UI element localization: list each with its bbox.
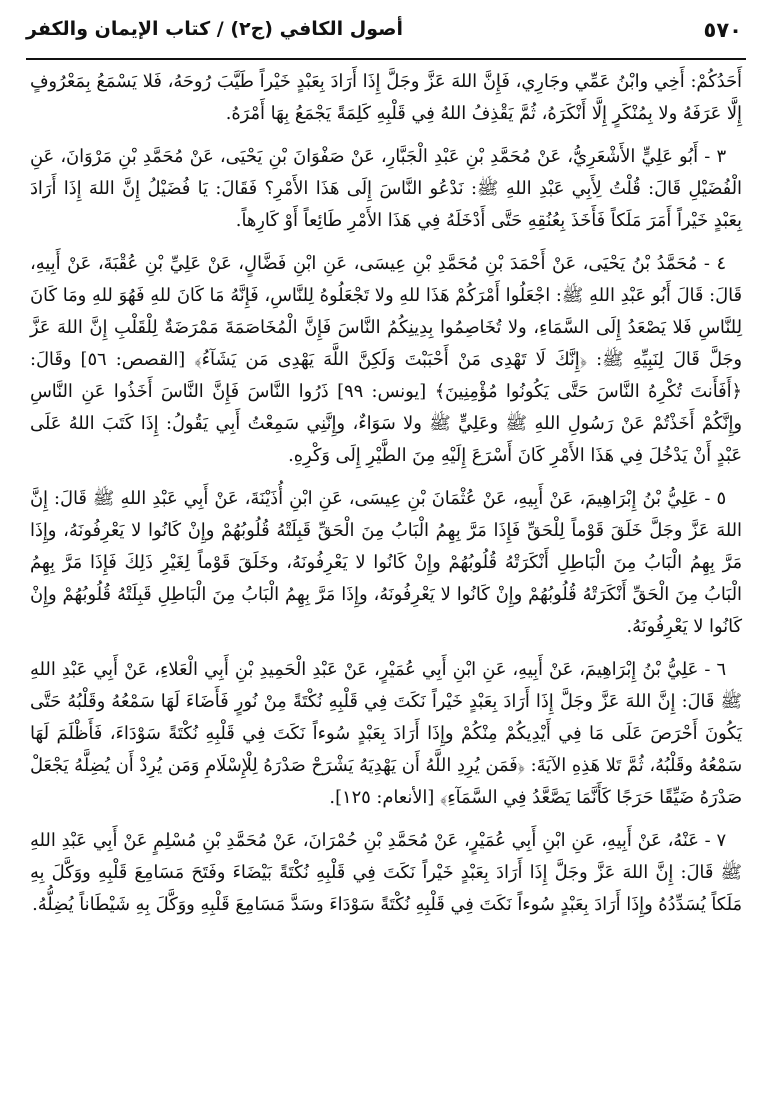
hadith-3: ٣ - أَبُو عَلِيٍّ الأَشْعَرِيُّ، عَنْ مُحَمَّدِ بْنِ عَبْدِ الْجَبَّارِ، عَنْ صَفْوَانَ بْنِ يَحْيَى، عَنْ مُحَمَّدِ بْنِ مَرْوَانَ، عَنِ الْفُضَيْلِ قَالَ: قُلْتُ لِأَبِي عَبْدِ اللهِ ﷺ: نَدْعُو النَّاسَ إِلَى هَذَا الأَمْرِ؟ فَقَالَ: يَا فُضَيْلُ إِنَّ اللهَ إِذَا أَرَادَ بِعَبْدٍ خَيْراً أَمَرَ مَلَكاً فَأَخَذَ بِعُنُقِهِ حَتَّى أَدْخَلَهُ فِي هَذَا الأَمْرِ طَائِعاً أَوْ كَارِهاً. bbox=[30, 146, 742, 231]
hadith-6: ٦ - عَلِيُّ بْنُ إِبْرَاهِيمَ، عَنْ أَبِيهِ، عَنِ ابْنِ أَبِي عُمَيْرٍ، عَنْ عَبْدِ الْحَمِيدِ بْنِ أَبِي الْعَلاءِ، عَنْ أَبِي عَبْدِ اللهِ ﷺ قَالَ: إِنَّ اللهَ عَزَّ وجَلَّ إِذَا أَرَادَ بِعَبْدٍ خَيْراً نَكَتَ فِي قَلْبِهِ نُكْتَةً مِنْ نُورٍ فَأَضَاءَ لَهَا سَمْعُهُ وقَلْبُهُ حَتَّى يَكُونَ أَحْرَصَ عَلَى مَا فِي أَيْدِيكُمْ مِنْكُمْ وإِذَا أَرَادَ بِعَبْدٍ سُوءاً نَكَتَ فِي قَلْبِهِ نُكْتَةً سَوْدَاءَ، فَأَظْلَمَ لَهَا سَمْعُهُ وقَلْبُهُ، ثُمَّ تَلا هَذِهِ الآيَةَ: ﴿فَمَن يُرِدِ اللَّهُ أَن يَهْدِيَهُ يَشْرَحْ صَدْرَهُ لِلْإِسْلَامِ وَمَن يُرِدْ أَن يُضِلَّهُ يَجْعَلْ صَدْرَهُ ضَيِّقًا حَرَجًا كَأَنَّمَا يَصَّعَّدُ فِي السَّمَآءِ﴾ [الأنعام: ١٢٥]. bbox=[30, 659, 742, 808]
hadith-5: ٥ - عَلِيُّ بْنُ إِبْرَاهِيمَ، عَنْ أَبِيهِ، عَنْ عُثْمَانَ بْنِ عِيسَى، عَنِ ابْنِ أُذَيْنَةَ، عَنْ أَبِي عَبْدِ اللهِ ﷺ قَالَ: إِنَّ اللهَ عَزَّ وجَلَّ خَلَقَ قَوْماً لِلْحَقِّ فَإِذَا مَرَّ بِهِمُ الْبَابُ مِنَ الْحَقِّ قَبِلَتْهُ قُلُوبُهُمْ وإِنْ كَانُوا لا يَعْرِفُونَهُ، وإِذَا مَرَّ بِهِمُ الْبَابُ مِنَ الْبَاطِلِ أَنْكَرَتْهُ قُلُوبُهُمْ وإِنْ كَانُوا لا يَعْرِفُونَهُ، وخَلَقَ قَوْماً لِغَيْرِ ذَلِكَ فَإِذَا مَرَّ بِهِمُ الْبَابُ مِنَ الْحَقِّ أَنْكَرَتْهُ قُلُوبُهُمْ وإِنْ كَانُوا لا يَعْرِفُونَهُ، وإِذَا مَرَّ بِهِمُ الْبَابُ مِنَ الْبَاطِلِ قَبِلَتْهُ قُلُوبُهُمْ وإِنْ كَانُوا لا يَعْرِفُونَهُ. bbox=[30, 488, 742, 637]
body-text bbox=[30, 66, 742, 932]
hadith-4: ٤ - مُحَمَّدُ بْنُ يَحْيَى، عَنْ أَحْمَدَ بْنِ مُحَمَّدِ بْنِ عِيسَى، عَنِ ابْنِ فَضَّالٍ، عَنْ عَلِيِّ بْنِ عُقْبَةَ، عَنْ أَبِيهِ، قَالَ: قَالَ أَبُو عَبْدِ اللهِ ﷺ: اجْعَلُوا أَمْرَكُمْ هَذَا للهِ ولا تَجْعَلُوهُ لِلنَّاسِ، فَإِنَّهُ مَا كَانَ للهِ فَهُوَ للهِ ومَا كَانَ لِلنَّاسِ فَلا يَصْعَدُ إِلَى السَّمَاءِ، ولا تُخَاصِمُوا بِدِينِكُمُ النَّاسَ فَإِنَّ الْمُخَاصَمَةَ مَمْرَضَةٌ لِلْقَلْبِ إِنَّ اللهَ عَزَّ وجَلَّ قَالَ لِنَبِيِّهِ ﷺ: ﴿إِنَّكَ لَا تَهْدِى مَنْ أَحْبَبْتَ وَلَكِنَّ اللَّهَ يَهْدِى مَن يَشَآءُ﴾ [القصص: ٥٦] وقَالَ: ﴿أَفَأَنتَ تُكْرِهُ النَّاسَ حَتَّى يَكُونُوا مُؤْمِنِينَ﴾ [يونس: ٩٩] ذَرُوا النَّاسَ فَإِنَّ النَّاسَ أَخَذُوا عَنِ النَّاسِ وإِنَّكُمْ أَخَذْتُمْ عَنْ رَسُولِ اللهِ ﷺ وعَلِيٍّ ﷺ ولا سَوَاءٌ، وإِنَّنِي سَمِعْتُ أَبِي يَقُولُ: إِذَا كَتَبَ اللهُ عَلَى عَبْدٍ أَنْ يَدْخُلَ فِي هَذَا الأَمْرِ كَانَ أَسْرَعَ إِلَيْهِ مِنَ الطَّيْرِ إِلَى وَكْرِهِ. bbox=[30, 253, 742, 466]
paragraph-continuation: أَحَدُكُمْ: أَخِي وابْنُ عَمِّي وجَارِي، فَإِنَّ اللهَ عَزَّ وجَلَّ إِذَا أَرَادَ بِعَبْدٍ خَيْراً طَيَّبَ رُوحَهُ، فَلا يَسْمَعُ بِمَعْرُوفٍ إِلَّا عَرَفَهُ ولا بِمُنْكَرٍ إِلَّا أَنْكَرَهُ، ثُمَّ يَقْذِفُ اللهُ فِي قَلْبِهِ كَلِمَةً يَجْمَعُ بِهَا أَمْرَهُ. bbox=[30, 71, 742, 124]
running-header bbox=[26, 12, 746, 60]
hadith-7: ٧ - عَنْهُ، عَنْ أَبِيهِ، عَنِ ابْنِ أَبِي عُمَيْرٍ، عَنْ مُحَمَّدِ بْنِ حُمْرَانَ، عَنْ مُحَمَّدِ بْنِ مُسْلِمٍ عَنْ أَبِي عَبْدِ اللهِ ﷺ قَالَ: إِنَّ اللهَ عَزَّ وجَلَّ إِذَا أَرَادَ بِعَبْدٍ خَيْراً نَكَتَ فِي قَلْبِهِ نُكْتَةً بَيْضَاءَ وفَتَحَ مَسَامِعَ قَلْبِهِ ووَكَّلَ بِهِ مَلَكاً يُسَدِّدُهُ وإِذَا أَرَادَ بِعَبْدٍ سُوءاً نَكَتَ فِي قَلْبِهِ نُكْتَةً سَوْدَاءَ وسَدَّ مَسَامِعَ قَلْبِهِ ووَكَّلَ بِهِ شَيْطَاناً يُضِلُّهُ. bbox=[30, 830, 742, 915]
page-number: ٥٧٠ bbox=[703, 18, 742, 42]
header-title: أصول الكافي (ج٢) / كتاب الإيمان والكفر bbox=[26, 18, 403, 40]
